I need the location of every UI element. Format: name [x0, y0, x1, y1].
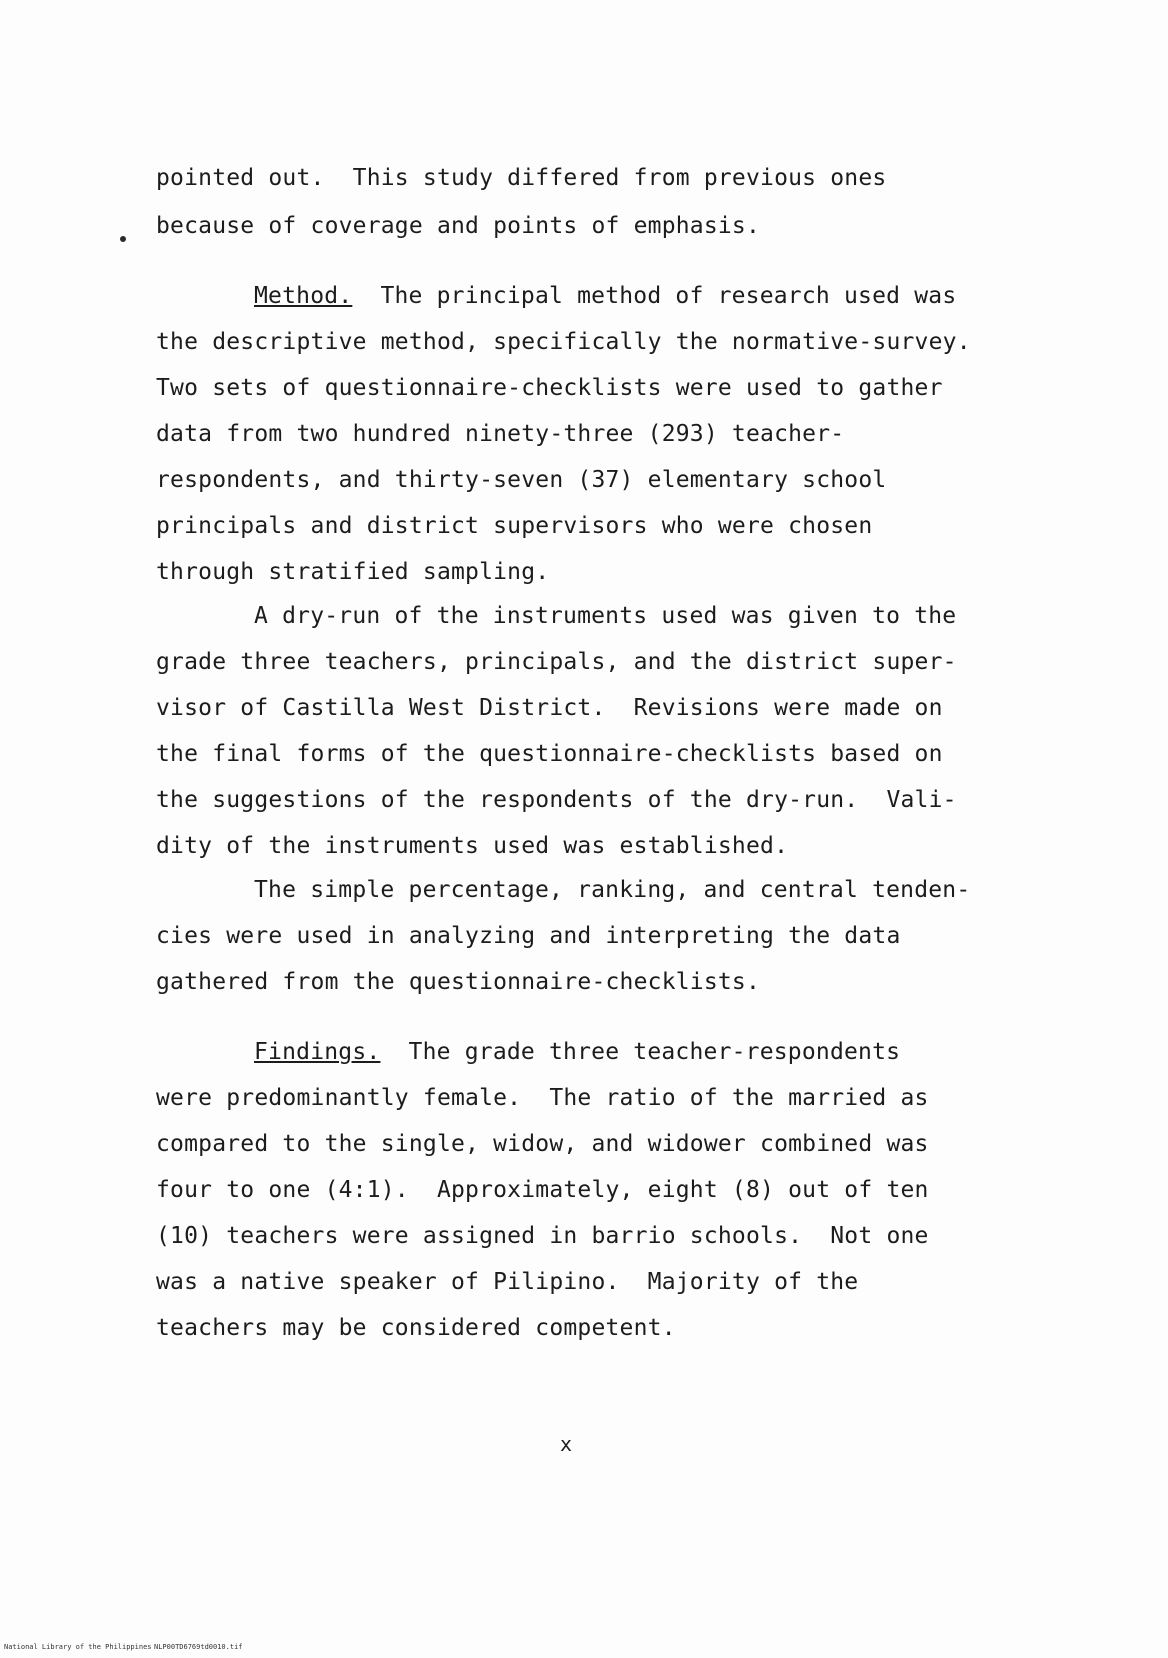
findings-first-line — [254, 1038, 900, 1066]
text-line: gathered from the questionnaire-checklists. — [156, 969, 761, 995]
text-line: respondents, and thirty-seven (37) elementary school — [156, 467, 887, 493]
text-line: were predominantly female. The ratio of the married as — [156, 1085, 929, 1111]
page-number: x — [560, 1432, 573, 1456]
text-line: was a native speaker of Pilipino. Majority of the — [156, 1269, 859, 1295]
text-line: the suggestions of the respondents of the dry-run. Vali- — [156, 787, 957, 813]
footer-filename: NLP00TD6769td0010.tif — [154, 1643, 243, 1651]
ink-speck — [120, 236, 126, 242]
text-line: through stratified sampling. — [156, 559, 550, 585]
text-line: four to one (4:1). Approximately, eight (8) out of ten — [156, 1177, 929, 1203]
text-line: visor of Castilla West District. Revisions were made on — [156, 695, 943, 721]
text-line: pointed out. This study differed from previous ones — [156, 165, 887, 191]
text-span: The grade three teacher-respondents — [380, 1039, 901, 1065]
text-line: cies were used in analyzing and interpreting the data — [156, 923, 901, 949]
findings-heading: Findings. — [254, 1039, 381, 1065]
text-line: teachers may be considered competent. — [156, 1315, 676, 1341]
text-line: A dry-run of the instruments used was given to the — [254, 603, 957, 629]
text-line: principals and district supervisors who were chosen — [156, 513, 873, 539]
method-heading: Method. — [254, 283, 353, 309]
text-line: compared to the single, widow, and widower combined was — [156, 1131, 929, 1157]
text-line: because of coverage and points of emphasis. — [156, 213, 761, 239]
text-line: (10) teachers were assigned in barrio schools. Not one — [156, 1223, 929, 1249]
text-span: The principal method of research used was — [352, 283, 957, 309]
text-line: dity of the instruments used was established. — [156, 833, 789, 859]
method-first-line — [254, 282, 956, 310]
text-line: grade three teachers, principals, and the district super- — [156, 649, 957, 675]
text-line: the final forms of the questionnaire-checklists based on — [156, 741, 943, 767]
text-line: Two sets of questionnaire-checklists were used to gather — [156, 375, 943, 401]
text-line: The simple percentage, ranking, and central tenden- — [254, 877, 971, 903]
footer-library: National Library of the Philippines — [4, 1643, 152, 1651]
text-line: the descriptive method, specifically the normative-survey. — [156, 329, 971, 355]
text-line: data from two hundred ninety-three (293) teacher- — [156, 421, 845, 447]
